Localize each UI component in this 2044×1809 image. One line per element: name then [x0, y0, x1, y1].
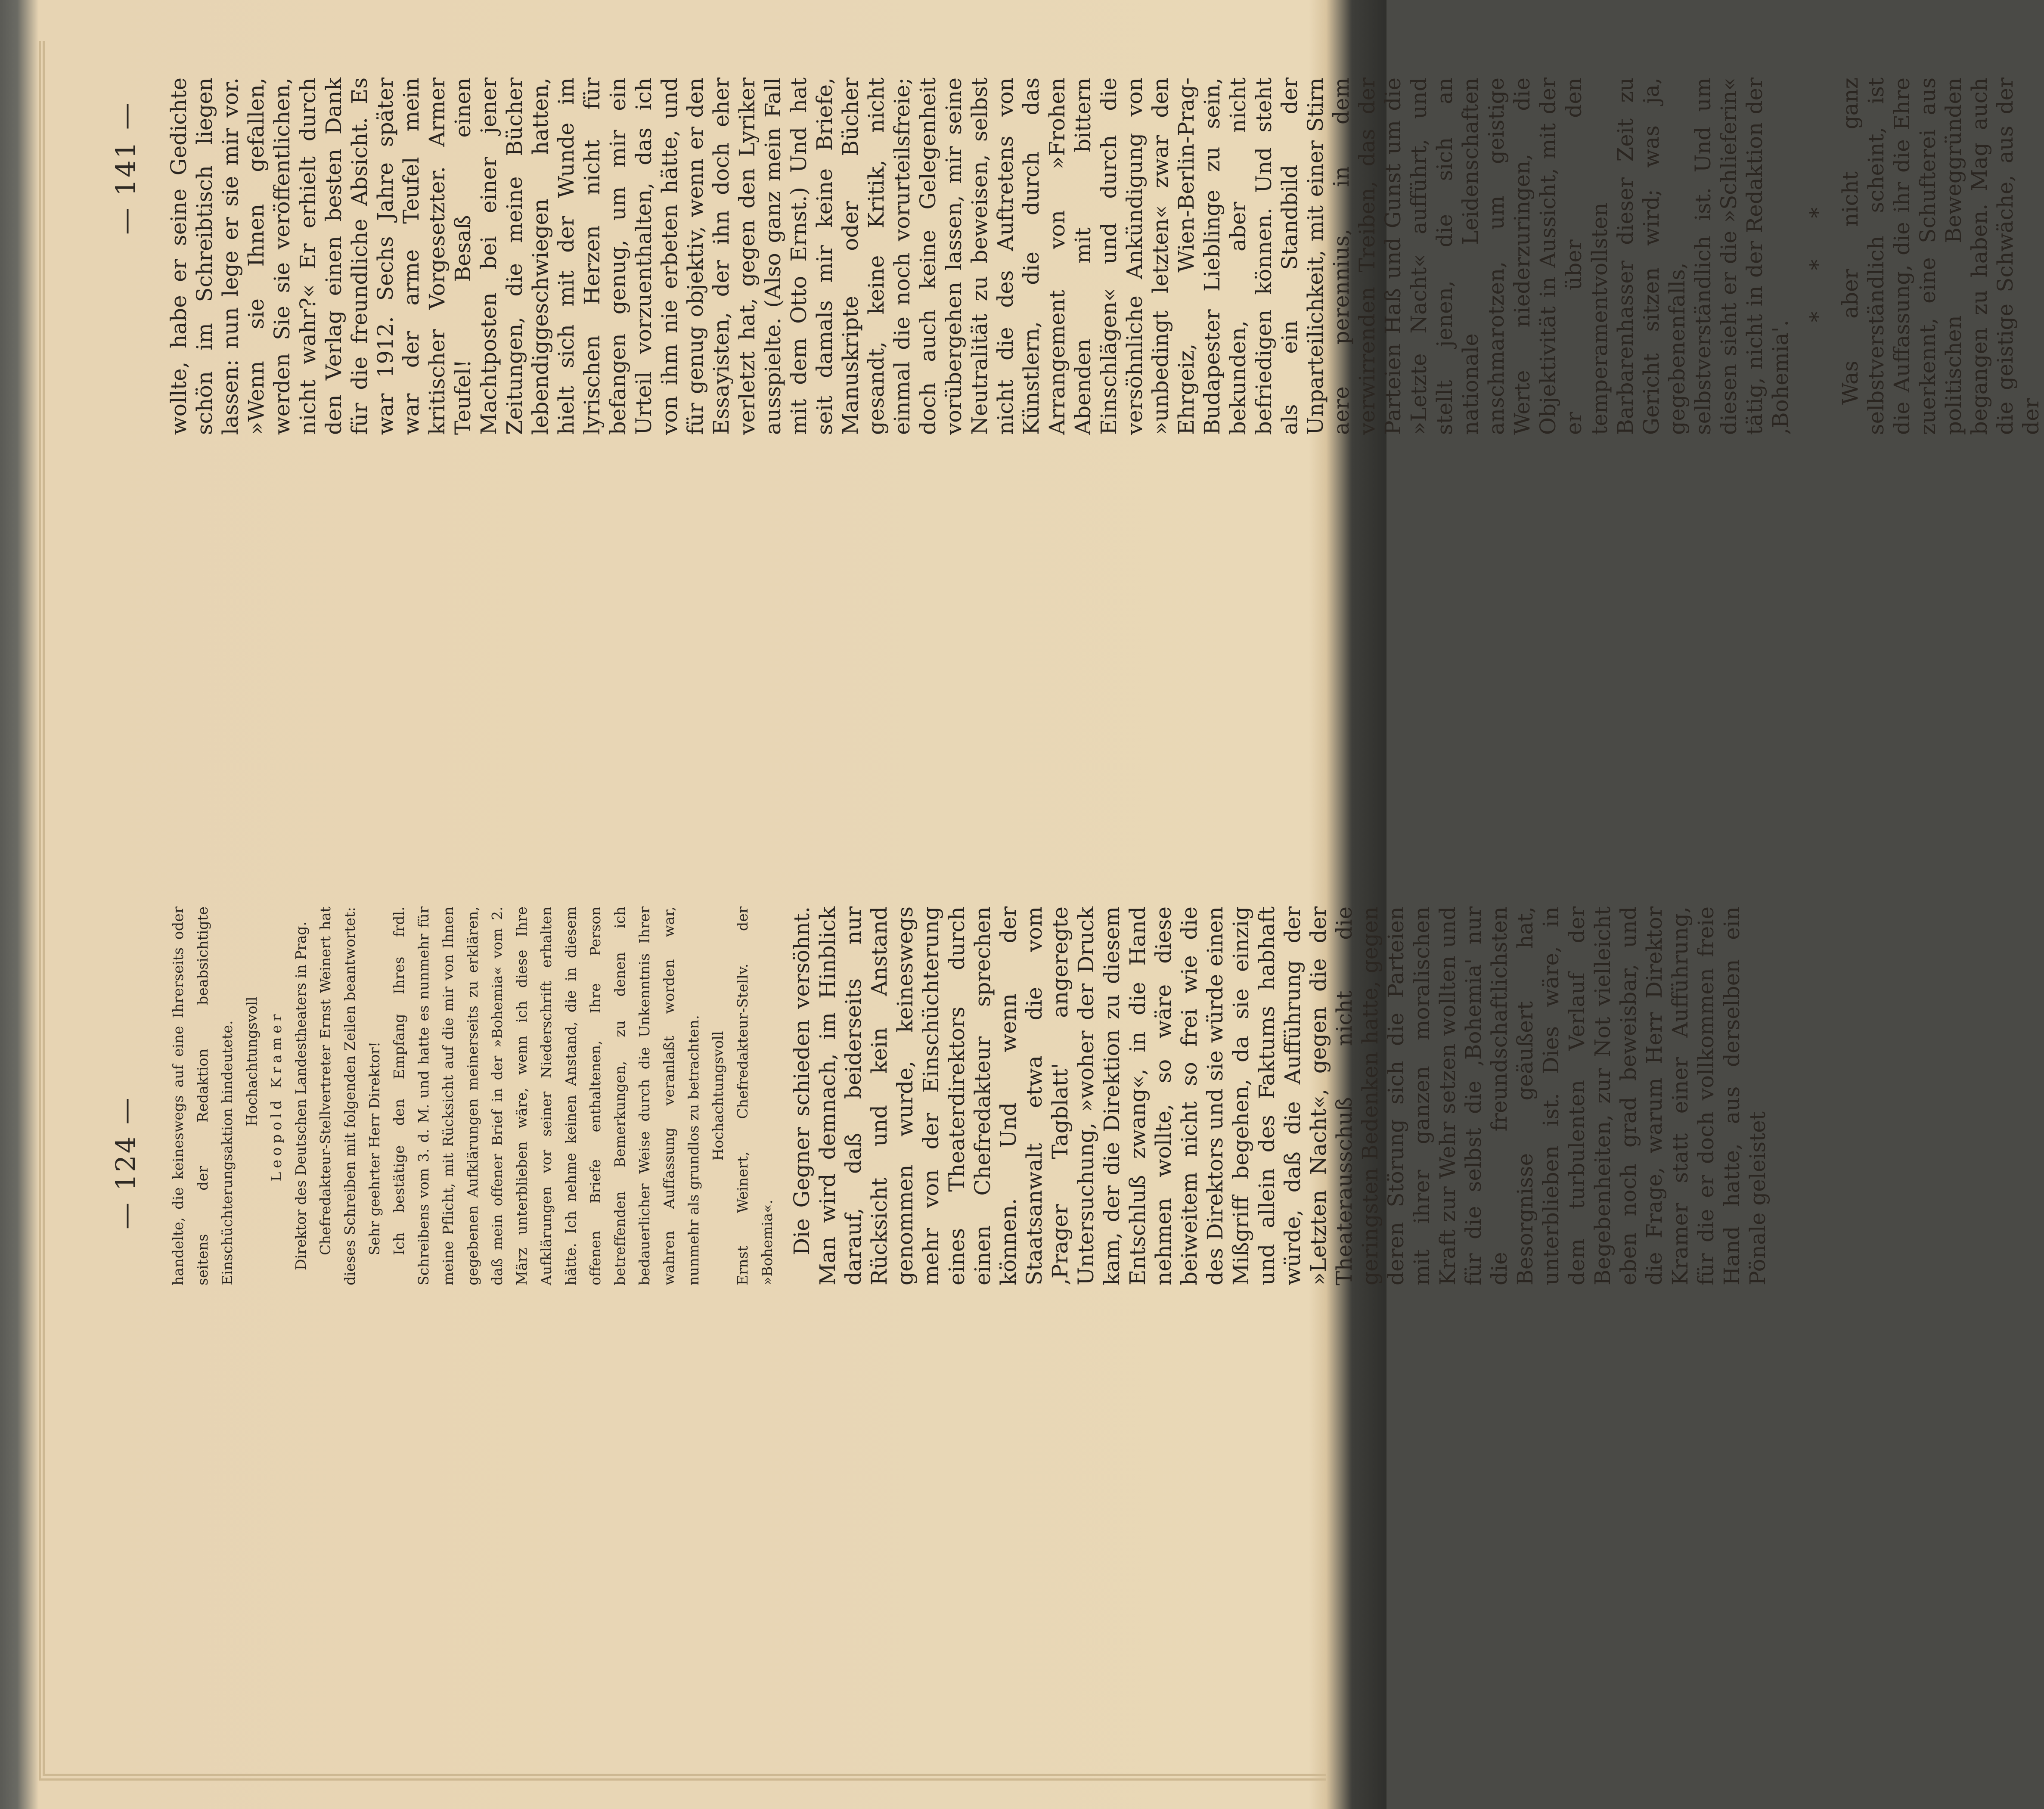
page-number: — 124 — — [110, 1096, 141, 1229]
signature-name: Leopold Kramer — [268, 1010, 285, 1182]
paragraph-main: wollte, habe er seine Gedichte schön im Schreibtisch liegen lassen: nun lege er sie mir vor. »Wenn sie Ihnen gefallen, werden Sie sie veröffentlichen, nicht wahr?« Er erhielt durch den Verlag einen besten Dank für die freundliche Absicht. Es war 1912. Sechs Jahre später war der arme Teufel mein kritischer Vorgesetzter. Armer Teufel! Besaß einen Machtposten bei einer jener Zeitungen, die meine Bücher lebendiggeschwiegen hatten, hielt sich mit der Wunde im lyrischen Herzen nicht für befangen genug, um mir ein Urteil vorzuenthalten, das ich von ihm nie erbeten hätte, und für genug objektiv, wenn er den Essayisten, der ihn doch eher verletzt hat, gegen den Lyriker ausspielte. (Also ganz mein Fall mit dem Otto Ernst.) Und hat seit damals mir keine Briefe, Manuskripte oder Bücher gesandt, keine Kritik, nicht einmal die noch vorurteilsfreie; doch auch keine Gelegenheit vorübergehen lassen, mir seine Neutralität zu beweisen, selbst nicht die des Auftretens von Künstlern, die durch das Arrangement von »Frohen Abenden mit bittern Einschlägen« und durch die versöhnliche Ankündigung von »unbedingt letzten« zwar den Ehrgeiz, Wien-Berlin-Prag-Budapester Lieblinge zu sein, bekunden, aber nicht befriedigen können. Und steht als ein Standbild der Unparteilichkeit, mit einer Stirn aere perennius, in dem verwirrenden Treiben, das der Parteien Haß und Gunst um die »Letzte Nacht« aufführt, und stellt jenen, die sich an nationale Leidenschaften anschmarotzen, um geistige Werte niederzuringen, die Objektivität in Aussicht, mit der er über den temperamentvollsten Barbarenhasser dieser Zeit zu Gericht sitzen wird; was ja, gegebenenfalls, selbstverständlich ist. Und um diesen sieht er die »Schlieferin« tätig, nicht in der Redaktion der ‚Bohemia'. — [166, 78, 1793, 435]
signature-weinert: Ernst Weinert, Chefredakteur-Stellv. der »Bohemia«. — [734, 906, 775, 1285]
text-column — [166, 906, 1771, 1285]
salutation: Sehr geehrter Herr Direktor! — [366, 1041, 383, 1255]
page-124 — [58, 906, 1770, 1770]
page-number: — 141 — — [110, 101, 141, 235]
signature-title: Direktor des Deutschen Landestheaters in Prag. — [292, 922, 309, 1270]
rotated-book-spread — [58, 60, 2044, 1770]
paragraph-end: Was aber nicht ganz selbstverständlich scheint, ist die Auffassung, die ihr die Ehre zuerkennt, eine Schufterei aus politischen Beweggründen begangen zu haben. Mag auch die geistige Schwäche, aus der der — [1838, 78, 2044, 435]
page-141 — [58, 60, 2044, 909]
paragraph-main: Die Gegner schieden versöhnt. Man wird demnach, im Hinblick darauf, daß beiderseits nur Rücksicht und kein Anstand genommen wurde, keineswegs mehr von der Einschüchterung eines Theaterdirektors durch einen Chefredakteur sprechen können. Und wenn der Staatsanwalt etwa die vom ‚Prager Tagblatt' angeregte Untersuchung, »woher der Druck kam, der die Direktion zu diesem Entschluß zwang«, in die Hand nehmen wollte, so wäre diese beiweitem nicht so frei wie die des Direktors und sie würde einen Mißgriff begehen, da sie einzig und allein des Faktums habhaft würde, daß die Aufführung der »Letzten Nacht«, gegen die der Theaterausschuß nicht die geringsten Bedenken hatte, gegen deren Störung sich die Parteien mit ihrer ganzen moralischen Kraft zur Wehr setzen wollten und für die selbst die ‚Bohemia' nur die freundschaftlichsten Besorgnisse geäußert hat, unterblieben ist. Dies wäre, in dem turbulenten Verlauf der Begebenheiten, zur Not vielleicht eben noch grad beweisbar, und die Frage, warum Herr Direktor Kramer statt einer Aufführung, für die er doch vollkommen freie Hand hatte, aus derselben ein Pönale geleistet — [789, 906, 1770, 1285]
text-column — [166, 78, 2044, 435]
paragraph-reply: Chefredakteur-Stellvertreter Ernst Weinert hat dieses Schreiben mit folgenden Zeilen beantwortet: — [317, 906, 358, 1285]
paragraph-intro: handelte, die keineswegs auf eine Ihrerseits oder seitens der Redaktion beabsichtigte Einschüchterungsaktion hindeutete. — [170, 906, 236, 1285]
closing: Hochachtungsvoll — [243, 996, 260, 1126]
section-separator: * * * — [1805, 190, 1830, 323]
closing: Hochachtungsvoll — [710, 1031, 726, 1161]
paragraph-letter: Ich bestätige den Empfang Ihres frdl. Schreibens vom 3. d. M. und hatte es nunmehr für meine Pflicht, mit Rücksicht auf die mir von Ihnen gegebenen Aufklärungen meinerseits zu erklären, daß mein offener Brief in der »Bohemia« vom 2. März unterblieben wäre, wenn ich diese Ihre Aufklärungen vor seiner Niederschrift erhalten hätte. Ich nehme keinen Anstand, die in diesem offenen Briefe enthaltenen, Ihre Person betreffenden Bemerkungen, zu denen ich bedauerlicher Weise durch die Unkenntnis Ihrer wahren Auffassung veranlaßt worden war, nunmehr als grundlos zu betrachten. — [391, 906, 702, 1285]
